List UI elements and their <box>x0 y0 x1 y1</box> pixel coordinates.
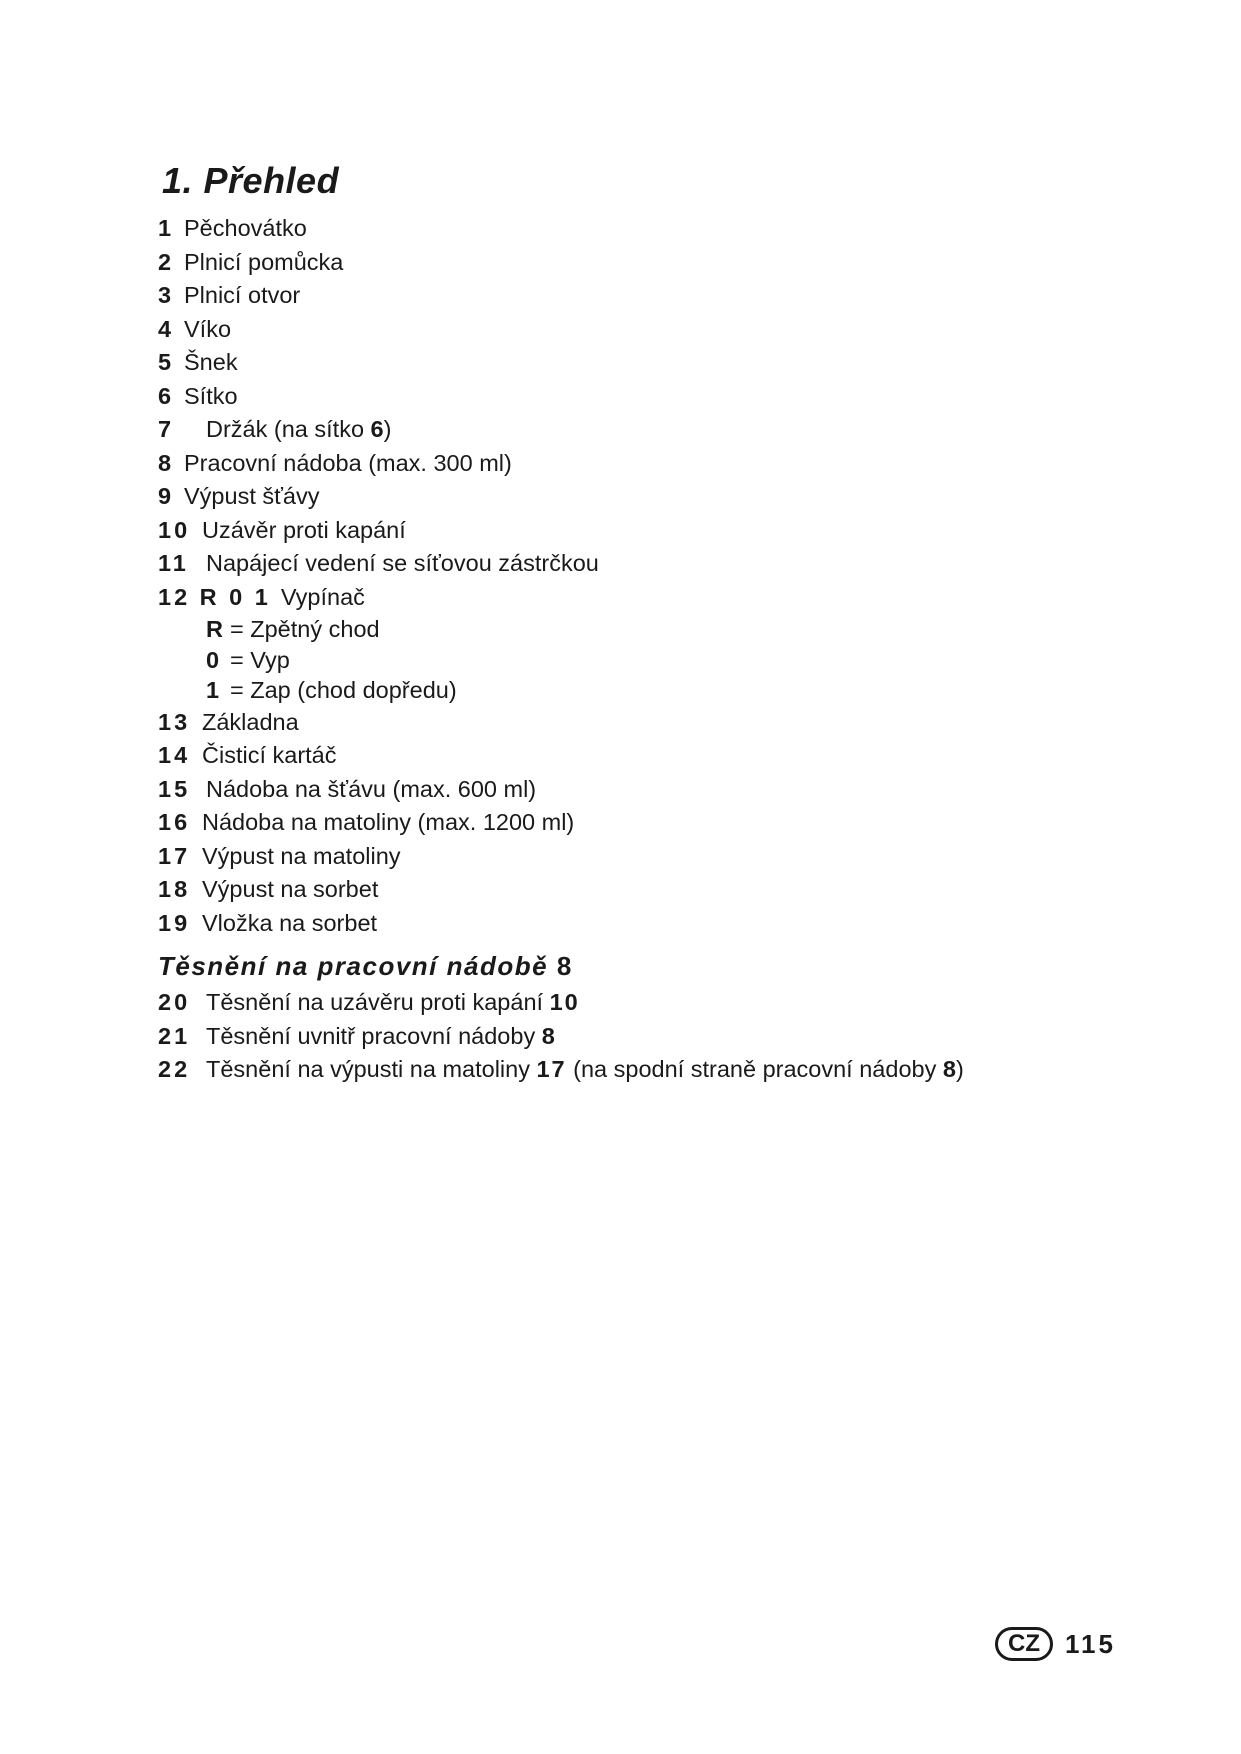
item-label: Držák (na sítko <box>206 416 371 442</box>
item-label: Těsnění na výpusti na matoliny <box>206 1056 537 1082</box>
item-label: Pěchovátko <box>184 215 307 241</box>
item-label: Uzávěr proti kapání <box>202 516 406 543</box>
item-number: 8 <box>158 449 175 476</box>
item-label: Výpust na matoliny <box>202 842 401 869</box>
item-number: 11 <box>158 550 189 576</box>
item-label: Napájecí vedení se síťovou zástrčkou <box>206 550 599 576</box>
item-number: 14 <box>158 742 191 768</box>
item-number: 5 <box>158 349 175 375</box>
list-item <box>158 806 1158 840</box>
item-number: 19 <box>158 909 191 936</box>
item-label: Sítko <box>184 382 238 409</box>
list-item <box>158 313 1158 347</box>
item-number: 13 <box>158 708 191 735</box>
item-label: Základna <box>202 708 299 735</box>
item-label: Pracovní nádoba (max. 300 ml) <box>184 449 512 476</box>
item-label: Plnicí otvor <box>184 282 301 308</box>
item-number: 2 <box>158 248 175 275</box>
list-item <box>158 514 1158 548</box>
item-label: Těsnění na uzávěru proti kapání <box>206 989 550 1015</box>
switch-key: 1 <box>206 677 220 703</box>
list-item <box>158 380 1158 414</box>
list-item <box>158 739 1158 773</box>
item-label: Nádoba na šťávu (max. 600 ml) <box>206 775 537 802</box>
list-item <box>158 873 1158 907</box>
list-item <box>158 447 1158 481</box>
item-label: Těsnění uvnitř pracovní nádoby <box>206 1022 542 1049</box>
switch-state <box>158 614 1158 645</box>
switch-key: R <box>206 616 223 642</box>
item-number: 17 <box>158 842 191 869</box>
item-label: Vypínač <box>280 583 365 610</box>
item-number: 22 <box>158 1056 191 1082</box>
item-reference: 8 <box>541 1022 555 1049</box>
list-item <box>158 773 1158 807</box>
item-label: Šnek <box>184 349 238 375</box>
item-number: 18 <box>158 876 191 902</box>
switch-key: 0 <box>206 646 220 673</box>
switch-label: = Zap (chod dopředu) <box>230 677 457 703</box>
list-item <box>158 279 1158 313</box>
item-label-end: ) <box>383 416 392 442</box>
item-label-continued: (na spodní straně pracovní nádoby <box>566 1056 943 1082</box>
switch-state <box>158 675 1158 706</box>
item-number: 16 <box>158 809 191 835</box>
parts-list <box>158 212 1158 1087</box>
list-item <box>158 581 1158 615</box>
item-label: Výpust šťávy <box>184 483 320 509</box>
item-number: 10 <box>158 516 191 543</box>
item-label: Výpust na sorbet <box>202 876 379 902</box>
item-number: 21 <box>158 1022 191 1049</box>
item-label: Plnicí pomůcka <box>184 248 344 275</box>
item-number: 15 <box>158 775 191 802</box>
item-reference: 17 <box>536 1056 567 1082</box>
list-item <box>158 547 1158 581</box>
list-item <box>158 1053 1158 1087</box>
list-item <box>158 480 1158 514</box>
list-item <box>158 1020 1158 1054</box>
item-label: Víko <box>184 315 232 342</box>
list-item <box>158 246 1158 280</box>
item-number: 12 R 0 1 <box>158 583 271 610</box>
list-item <box>158 346 1158 380</box>
list-item <box>158 986 1158 1020</box>
page-footer <box>995 1624 1116 1664</box>
item-number: 9 <box>158 483 175 509</box>
list-item <box>158 413 1158 447</box>
item-label: Čisticí kartáč <box>202 742 337 768</box>
item-reference: 10 <box>549 989 580 1015</box>
item-number: 1 <box>158 215 175 241</box>
item-number: 20 <box>158 989 191 1015</box>
switch-state <box>158 645 1158 676</box>
item-reference: 6 <box>370 416 384 442</box>
country-badge: CZ <box>995 1627 1053 1661</box>
list-item <box>158 706 1158 740</box>
item-number: 4 <box>158 315 175 342</box>
item-number: 7 <box>158 416 175 442</box>
item-number: 3 <box>158 282 175 308</box>
page-number: 115 <box>1065 1628 1116 1659</box>
list-item <box>158 840 1158 874</box>
section-heading <box>158 946 1158 986</box>
section-title: Těsnění na pracovní nádobě <box>158 951 549 981</box>
section-reference: 8 <box>556 951 572 981</box>
item-label: Nádoba na matoliny (max. 1200 ml) <box>202 809 575 835</box>
switch-label: = Zpětný chod <box>230 616 380 642</box>
item-label-end: ) <box>955 1056 964 1082</box>
page-title: 1. Přehled <box>162 160 340 201</box>
item-label: Vložka na sorbet <box>202 909 378 936</box>
list-item <box>158 907 1158 941</box>
switch-label: = Vyp <box>230 646 290 673</box>
item-reference-2: 8 <box>942 1056 956 1082</box>
item-number: 6 <box>158 382 175 409</box>
list-item <box>158 212 1158 246</box>
